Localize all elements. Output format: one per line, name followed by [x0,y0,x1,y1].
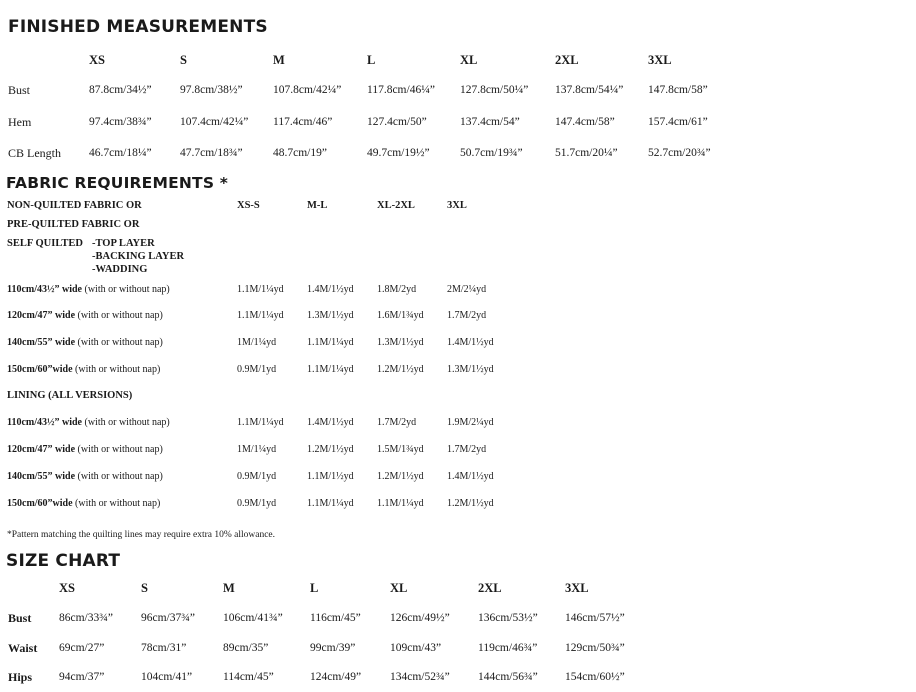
table-cell: 127.8cm/50¼” [460,84,529,96]
fabric-width-value: 110cm/43½” wide [7,284,82,295]
table-cell: 146cm/57½” [565,612,625,624]
table-cell: 51.7cm/20¼” [555,147,618,159]
table-cell: 1.2M/1½yd [377,364,424,375]
table-cell: 117.8cm/46¼” [367,84,435,96]
table-cell: 1.7M/2yd [377,417,417,428]
table-cell: 1.1M/1¼yd [307,364,354,375]
table-cell: 1.1M/1½yd [307,471,354,482]
table-cell: 96cm/37¾” [141,612,195,624]
table-cell: 1.1M/1¼yd [307,498,354,509]
table-cell: 1.1M/1¼yd [237,310,284,321]
table-cell: 2M/2¼yd [447,284,487,295]
table-cell: 99cm/39” [310,642,356,654]
size-chart-size-2xl: 2XL [478,581,502,595]
fabric-width-value: 120cm/47” wide [7,444,76,455]
table-cell: 52.7cm/20¾” [648,147,711,159]
table-cell: 46.7cm/18¼” [89,147,152,159]
fabric-width-label [7,337,163,348]
fabric-layer-wadding: -WADDING [92,264,148,275]
fabric-width-label [7,444,163,455]
finished-size-xl: XL [460,53,478,67]
row-label-hem: Hem [8,115,32,129]
table-cell: 86cm/33¾” [59,612,113,624]
table-cell: 107.8cm/42¼” [273,84,342,96]
table-cell: 69cm/27” [59,642,105,654]
table-cell: 1.9M/2¼yd [447,417,494,428]
table-cell: 1.7M/2yd [447,444,487,455]
table-cell: 107.4cm/42¼” [180,116,249,128]
table-cell: 137.4cm/54” [460,116,520,128]
table-cell: 48.7cm/19” [273,147,327,159]
finished-size-m: M [273,53,285,67]
table-cell: 89cm/35” [223,642,269,654]
table-cell: 47.7cm/18¾” [180,147,243,159]
table-cell: 136cm/53½” [478,612,538,624]
table-cell: 147.8cm/58” [648,84,708,96]
fabric-requirements-heading: FABRIC REQUIREMENTS * [6,174,229,192]
table-cell: 117.4cm/46” [273,116,333,128]
table-cell: 1.6M/1¾yd [377,310,424,321]
fabric-width-value: 150cm/60”wide [7,364,73,375]
fabric-size-xs-s: XS-S [237,200,260,211]
table-cell: 1M/1¼yd [237,444,277,455]
row-label-cb-length: CB Length [8,146,61,160]
size-chart-size-s: S [141,581,148,595]
table-cell: 1.3M/1½yd [377,337,424,348]
table-cell: 104cm/41” [141,671,193,683]
fabric-size-m-l: M-L [307,200,328,211]
fabric-nap-note: (with or without nap) [82,417,170,428]
table-cell: 1.5M/1¾yd [377,444,424,455]
finished-size-3xl: 3XL [648,53,672,67]
fabric-nap-note: (with or without nap) [75,444,163,455]
table-cell: 134cm/52¾” [390,671,450,683]
size-chart-size-xl: XL [390,581,408,595]
fabric-intro-line-2: PRE-QUILTED FABRIC OR [7,219,140,230]
size-chart-size-m: M [223,581,235,595]
table-cell: 1.4M/1½yd [447,337,494,348]
table-cell: 1M/1¼yd [237,337,277,348]
table-cell: 114cm/45” [223,671,274,683]
fabric-intro-line-1: NON-QUILTED FABRIC OR [7,200,142,211]
table-cell: 97.4cm/38¾” [89,116,152,128]
fabric-width-label [7,498,160,509]
fabric-nap-note: (with or without nap) [82,284,170,295]
finished-size-2xl: 2XL [555,53,579,67]
row-label-hips: Hips [8,670,33,684]
fabric-nap-note: (with or without nap) [72,498,161,509]
fabric-width-value: 120cm/47” wide [7,310,76,321]
table-cell: 147.4cm/58” [555,116,615,128]
table-cell: 1.1M/1¼yd [307,337,354,348]
table-cell: 1.2M/1½yd [447,498,494,509]
fabric-intro-line-3: SELF QUILTED [7,238,83,249]
table-cell: 0.9M/1yd [237,471,277,482]
row-label-bust: Bust [8,611,32,625]
finished-measurements-heading: FINISHED MEASUREMENTS [8,17,268,37]
fabric-width-value: 140cm/55” wide [7,337,76,348]
fabric-width-value: 150cm/60”wide [7,498,73,509]
table-cell: 1.3M/1½yd [447,364,494,375]
table-cell: 1.1M/1¼yd [377,498,424,509]
table-cell: 1.4M/1½yd [447,471,494,482]
table-cell: 0.9M/1yd [237,364,277,375]
table-cell: 97.8cm/38½” [180,84,243,96]
table-cell: 1.2M/1½yd [307,444,354,455]
table-cell: 154cm/60½” [565,671,625,683]
table-cell: 50.7cm/19¾” [460,147,523,159]
row-label-bust: Bust [8,83,31,97]
row-label-waist: Waist [8,641,38,655]
table-cell: 87.8cm/34½” [89,84,152,96]
fabric-width-label [7,471,163,482]
table-cell: 1.1M/1¼yd [237,417,284,428]
finished-size-s: S [180,53,187,67]
fabric-width-value: 140cm/55” wide [7,471,76,482]
fabric-size-xl-2xl: XL-2XL [377,200,415,211]
size-chart-size-xs: XS [59,581,75,595]
table-cell: 94cm/37” [59,671,105,683]
table-cell: 1.3M/1½yd [307,310,354,321]
fabric-width-label [7,364,160,375]
fabric-nap-note: (with or without nap) [75,310,163,321]
fabric-width-label [7,284,170,295]
quilting-allowance-note: *Pattern matching the quilting lines may require extra 10% allowance. [7,530,276,540]
fabric-nap-note: (with or without nap) [75,471,163,482]
table-cell: 116cm/45” [310,612,361,624]
table-cell: 1.4M/1½yd [307,284,354,295]
finished-size-xs: XS [89,53,105,67]
fabric-width-label [7,310,163,321]
table-cell: 119cm/46¾” [478,642,538,654]
table-cell: 126cm/49½” [390,612,450,624]
table-cell: 157.4cm/61” [648,116,708,128]
table-cell: 1.8M/2yd [377,284,417,295]
finished-size-l: L [367,53,376,67]
table-cell: 49.7cm/19½” [367,147,430,159]
fabric-width-value: 110cm/43½” wide [7,417,82,428]
table-cell: 0.9M/1yd [237,498,277,509]
fabric-nap-note: (with or without nap) [72,364,161,375]
table-cell: 109cm/43” [390,642,442,654]
table-cell: 129cm/50¾” [565,642,625,654]
size-chart-size-3xl: 3XL [565,581,589,595]
table-cell: 127.4cm/50” [367,116,427,128]
table-cell: 1.7M/2yd [447,310,487,321]
fabric-layer-top: -TOP LAYER [92,238,155,249]
table-cell: 137.8cm/54¼” [555,84,624,96]
table-cell: 78cm/31” [141,642,187,654]
table-cell: 1.4M/1½yd [307,417,354,428]
fabric-nap-note: (with or without nap) [75,337,163,348]
fabric-layer-backing: -BACKING LAYER [92,251,185,262]
fabric-size-3xl: 3XL [447,200,467,211]
fabric-width-label [7,417,170,428]
table-cell: 1.1M/1¼yd [237,284,284,295]
size-chart-size-l: L [310,581,319,595]
table-cell: 144cm/56¾” [478,671,538,683]
table-cell: 106cm/41¾” [223,612,283,624]
lining-heading: LINING (ALL VERSIONS) [7,390,133,401]
size-chart-heading: SIZE CHART [6,551,121,571]
table-cell: 1.2M/1½yd [377,471,424,482]
table-cell: 124cm/49” [310,671,362,683]
